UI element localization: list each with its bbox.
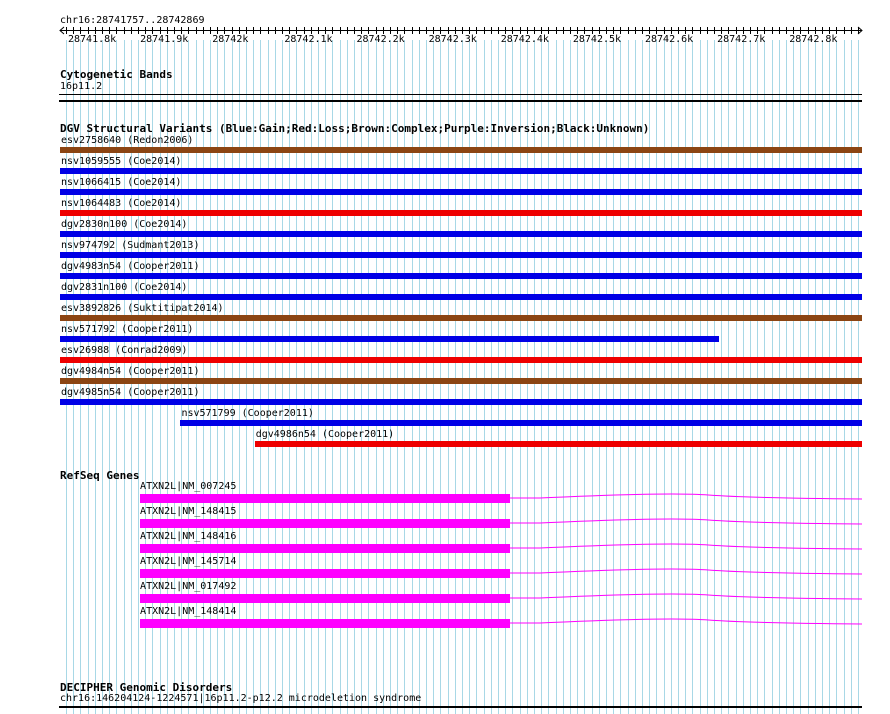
dgv-variant-label[interactable]: dgv2830n100 (Coe2014) bbox=[61, 219, 188, 230]
ruler-tick-label: 28742.7k bbox=[717, 34, 766, 45]
dgv-variant-label[interactable]: nsv571792 (Cooper2011) bbox=[61, 324, 194, 335]
ruler-tick-label: 28742.3k bbox=[428, 34, 477, 45]
region-label: chr16:28741757..28742869 bbox=[60, 15, 205, 26]
refseq-intron-line bbox=[510, 494, 862, 499]
cytoband-label[interactable]: 16p11.2 bbox=[60, 81, 103, 92]
decipher-item-label[interactable]: chr16:146204124-1224571|16p11.2-p12.2 microdeletion syndrome bbox=[60, 693, 422, 704]
ruler-tick-label: 28742.5k bbox=[572, 34, 622, 45]
dgv-variant-label[interactable]: dgv4986n54 (Cooper2011) bbox=[255, 429, 395, 440]
dgv-variant-label[interactable]: nsv1059555 (Coe2014) bbox=[61, 156, 182, 167]
refseq-intron-line bbox=[510, 519, 862, 524]
dgv-variant-label[interactable]: dgv4983n54 (Cooper2011) bbox=[61, 261, 200, 272]
decipher-track-title[interactable]: DECIPHER Genomic Disorders bbox=[60, 681, 233, 694]
dgv-variant-label[interactable]: esv2758640 (Redon2006) bbox=[61, 135, 194, 146]
dgv-variant-label[interactable]: dgv4984n54 (Cooper2011) bbox=[61, 366, 200, 377]
ruler-tick-label: 28742.2k bbox=[356, 34, 405, 45]
refseq-track-title[interactable]: RefSeq Genes bbox=[60, 469, 140, 482]
ruler-tick-label: 28742.6k bbox=[644, 34, 694, 45]
dgv-variant-label[interactable]: nsv974792 (Sudmant2013) bbox=[61, 240, 200, 251]
dgv-variant-label[interactable]: esv26988 (Conrad2009) bbox=[61, 345, 188, 356]
refseq-gene-label[interactable]: ATXN2L|NM_007245 bbox=[140, 481, 237, 492]
cytogenetic-track-title[interactable]: Cytogenetic Bands bbox=[60, 68, 173, 81]
refseq-gene-label[interactable]: ATXN2L|NM_148414 bbox=[140, 606, 237, 617]
ruler-tick-label: 28742k bbox=[212, 34, 249, 45]
refseq-intron-line bbox=[510, 544, 862, 549]
ruler-tick-label: 28742.4k bbox=[500, 34, 549, 45]
refseq-intron-line bbox=[510, 569, 862, 574]
refseq-gene-label[interactable]: ATXN2L|NM_148415 bbox=[140, 506, 237, 517]
ruler-tick-label: 28741.8k bbox=[68, 34, 117, 45]
refseq-gene-label[interactable]: ATXN2L|NM_145714 bbox=[140, 556, 237, 567]
dgv-variant-label[interactable]: nsv1064483 (Coe2014) bbox=[61, 198, 182, 209]
refseq-exon-block[interactable] bbox=[140, 594, 510, 603]
refseq-exon-block[interactable] bbox=[140, 494, 510, 503]
ruler-tick-label: 28742.8k bbox=[789, 34, 838, 45]
dgv-track-title[interactable]: DGV Structural Variants (Blue:Gain;Red:Loss;Brown:Complex;Purple:Inversion;Black:Unknown) bbox=[60, 122, 650, 135]
dgv-variant-label[interactable]: dgv2831n100 (Coe2014) bbox=[61, 282, 188, 293]
dgv-variant-label[interactable]: nsv571799 (Cooper2011) bbox=[181, 408, 314, 419]
refseq-exon-block[interactable] bbox=[140, 519, 510, 528]
decipher-feature-bar[interactable] bbox=[59, 706, 862, 708]
ruler-tick-label: 28741.9k bbox=[140, 34, 189, 45]
dgv-variant-label[interactable]: dgv4985n54 (Cooper2011) bbox=[61, 387, 200, 398]
refseq-intron-line bbox=[510, 619, 862, 624]
refseq-exon-block[interactable] bbox=[140, 569, 510, 578]
dgv-variant-label[interactable]: nsv1066415 (Coe2014) bbox=[61, 177, 182, 188]
ruler-tick-label: 28742.1k bbox=[284, 34, 333, 45]
refseq-exon-block[interactable] bbox=[140, 619, 510, 628]
refseq-intron-line bbox=[510, 594, 862, 599]
refseq-gene-label[interactable]: ATXN2L|NM_017492 bbox=[140, 581, 237, 592]
dgv-variant-label[interactable]: esv3892826 (Suktitipat2014) bbox=[61, 303, 224, 314]
refseq-gene-label[interactable]: ATXN2L|NM_148416 bbox=[140, 531, 237, 542]
refseq-exon-block[interactable] bbox=[140, 544, 510, 553]
